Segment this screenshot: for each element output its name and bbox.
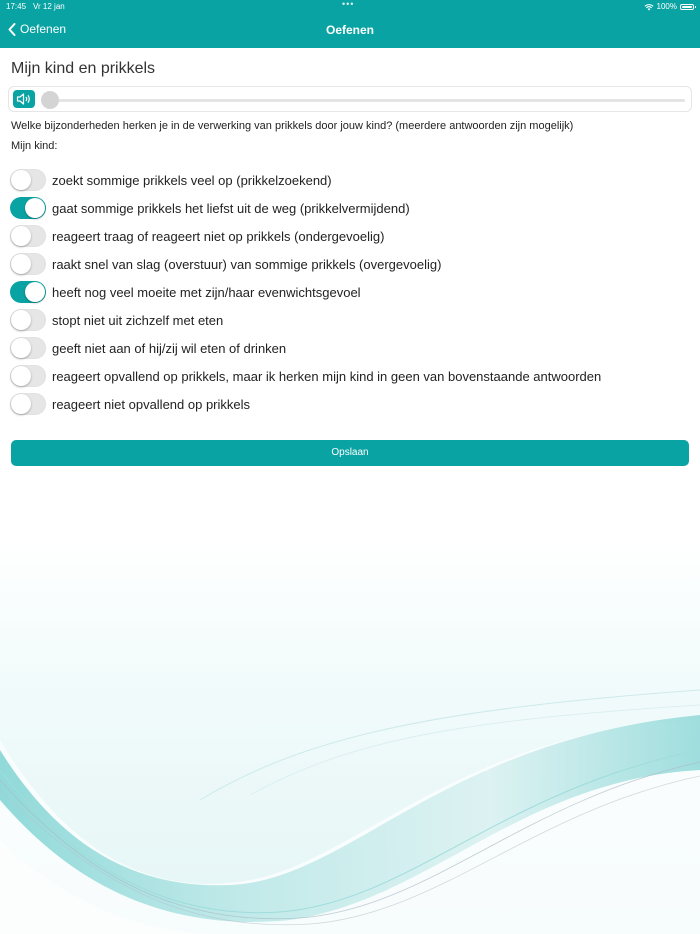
- option-label: reageert opvallend op prikkels, maar ik herken mijn kind in geen van bovenstaande antwoorden: [52, 368, 602, 384]
- nav-title: Oefenen: [325, 23, 374, 37]
- option-row[interactable]: [10, 222, 690, 250]
- option-row[interactable]: [10, 194, 690, 222]
- option-toggle[interactable]: [10, 253, 46, 275]
- nav-bar: [0, 14, 700, 48]
- audio-progress-track[interactable]: [43, 99, 685, 102]
- option-label: geeft niet aan of hij/zij wil eten of drinken: [52, 340, 287, 356]
- option-row[interactable]: [10, 362, 690, 390]
- option-label: gaat sommige prikkels het liefst uit de weg (prikkelvermijdend): [52, 200, 410, 216]
- toggle-knob: [11, 394, 31, 414]
- option-row[interactable]: [10, 306, 690, 334]
- option-row[interactable]: [10, 250, 690, 278]
- question-sublabel: Mijn kind:: [11, 140, 58, 152]
- audio-slider-thumb[interactable]: [41, 91, 59, 109]
- multitask-dots-icon[interactable]: •••: [342, 0, 355, 9]
- audio-player: [8, 86, 692, 112]
- option-toggle[interactable]: [10, 309, 46, 331]
- toggle-knob: [25, 282, 45, 302]
- option-label: reageert traag of reageert niet op prikkels (ondergevoelig): [52, 228, 385, 244]
- save-button[interactable]: Opslaan: [11, 440, 689, 466]
- option-toggle[interactable]: [10, 393, 46, 415]
- speaker-icon: [16, 93, 32, 105]
- option-label: reageert niet opvallend op prikkels: [52, 396, 251, 412]
- options-list: [10, 166, 690, 418]
- status-time: 17:45: [6, 2, 27, 11]
- page-title: Mijn kind en prikkels: [11, 60, 156, 77]
- decorative-wave-background: [0, 540, 700, 934]
- battery-icon: [680, 4, 694, 10]
- option-toggle[interactable]: [10, 337, 46, 359]
- toggle-knob: [11, 170, 31, 190]
- back-label: Oefenen: [20, 22, 67, 36]
- wifi-icon: [644, 3, 654, 11]
- option-label: raakt snel van slag (overstuur) van sommige prikkels (overgevoelig): [52, 256, 442, 272]
- question-text: Welke bijzonderheden herken je in de verwerking van prikkels door jouw kind? (meerdere antwoorden zijn mogelijk): [11, 120, 574, 132]
- option-row[interactable]: [10, 166, 690, 194]
- option-row[interactable]: [10, 278, 690, 306]
- option-toggle[interactable]: [10, 225, 46, 247]
- option-row[interactable]: [10, 390, 690, 418]
- option-toggle[interactable]: [10, 169, 46, 191]
- toggle-knob: [11, 366, 31, 386]
- status-date: Vr 12 jan: [33, 2, 65, 11]
- option-label: zoekt sommige prikkels veel op (prikkelzoekend): [52, 172, 332, 188]
- play-audio-button[interactable]: [13, 90, 35, 108]
- status-right: [644, 2, 694, 11]
- toggle-knob: [11, 338, 31, 358]
- toggle-knob: [11, 310, 31, 330]
- option-toggle[interactable]: [10, 281, 46, 303]
- status-bar: [0, 0, 700, 14]
- toggle-knob: [11, 254, 31, 274]
- toggle-knob: [25, 198, 45, 218]
- option-row[interactable]: [10, 334, 690, 362]
- battery-percent: 100%: [656, 2, 677, 11]
- option-label: stopt niet uit zichzelf met eten: [52, 312, 224, 328]
- option-label: heeft nog veel moeite met zijn/haar evenwichtsgevoel: [52, 284, 361, 300]
- toggle-knob: [11, 226, 31, 246]
- option-toggle[interactable]: [10, 197, 46, 219]
- option-toggle[interactable]: [10, 365, 46, 387]
